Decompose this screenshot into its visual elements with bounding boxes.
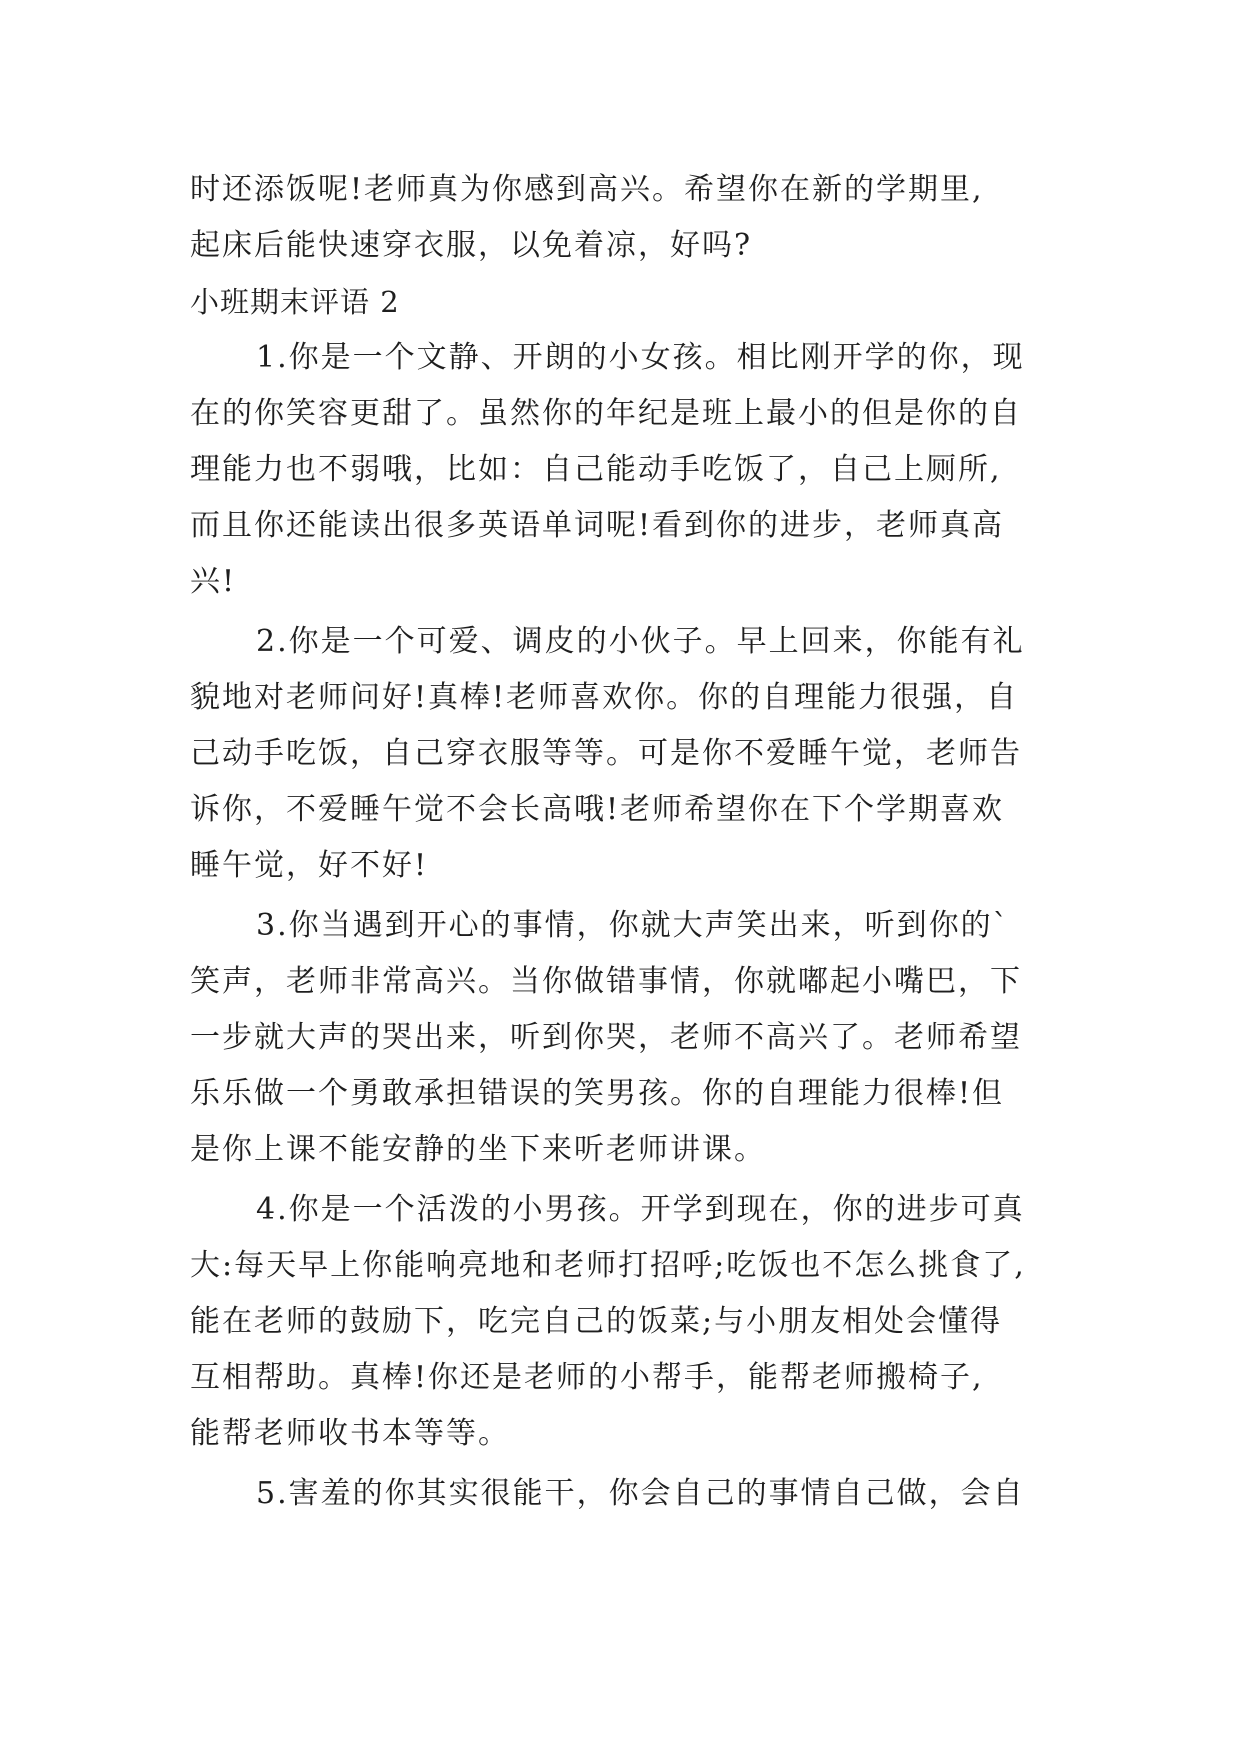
comment-paragraph-5 [190,1466,1060,1522]
text-line: 1.你是一个文静、开朗的小女孩。相比刚开学的你，现 [256,340,1025,375]
text-line: 一步就大声的哭出来，听到你哭，老师不高兴了。老师希望 [190,1020,1022,1055]
text-line: 理能力也不弱哦，比如：自己能动手吃饭了，自己上厕所, [190,452,1002,487]
intro-paragraph [190,162,1060,274]
text-line: 诉你，不爱睡午觉不会长高哦!老师希望你在下个学期喜欢 [190,792,1005,827]
text-line: 乐乐做一个勇敢承担错误的笑男孩。你的自理能力很棒!但 [190,1076,1005,1111]
text-line: 时还添饭呢!老师真为你感到高兴。希望你在新的学期里, [190,172,984,207]
text-line: 在的你笑容更甜了。虽然你的年纪是班上最小的但是你的自 [190,396,1022,431]
document-body [190,162,1060,1522]
text-line: 起床后能快速穿衣服，以免着凉，好吗? [190,228,753,263]
text-line: 互相帮助。真棒!你还是老师的小帮手，能帮老师搬椅子, [190,1360,984,1395]
comment-paragraph-3 [190,898,1060,1178]
text-line: 貌地对老师问好!真棒!老师喜欢你。你的自理能力很强，自 [190,680,1019,715]
text-line: 大:每天早上你能响亮地和老师打招呼;吃饭也不怎么挑食了, [190,1248,1026,1283]
text-line: 而且你还能读出很多英语单词呢!看到你的进步，老师真高 [190,508,1005,543]
text-line: 3.你当遇到开心的事情，你就大声笑出来，听到你的` [256,908,1010,943]
comment-paragraph-1 [190,330,1060,610]
text-line: 5.害羞的你其实很能干，你会自己的事情自己做，会自 [256,1476,1025,1511]
text-line: 是你上课不能安静的坐下来听老师讲课。 [190,1132,766,1167]
text-line: 能在老师的鼓励下，吃完自己的饭菜;与小朋友相处会懂得 [190,1304,1003,1339]
text-line: 4.你是一个活泼的小男孩。开学到现在，你的进步可真 [256,1192,1025,1227]
section-title-block [190,274,1060,330]
text-line: 能帮老师收书本等等。 [190,1416,510,1451]
text-line: 己动手吃饭，自己穿衣服等等。可是你不爱睡午觉，老师告 [190,736,1022,771]
text-line: 笑声，老师非常高兴。当你做错事情，你就嘟起小嘴巴，下 [190,964,1022,999]
text-line: 2.你是一个可爱、调皮的小伙子。早上回来，你能有礼 [256,624,1025,659]
comment-paragraph-2 [190,614,1060,894]
text-line: 兴! [190,564,237,599]
text-line: 睡午觉，好不好! [190,848,429,883]
section-title: 小班期末评语 2 [190,285,400,319]
comment-paragraph-4 [190,1182,1060,1462]
